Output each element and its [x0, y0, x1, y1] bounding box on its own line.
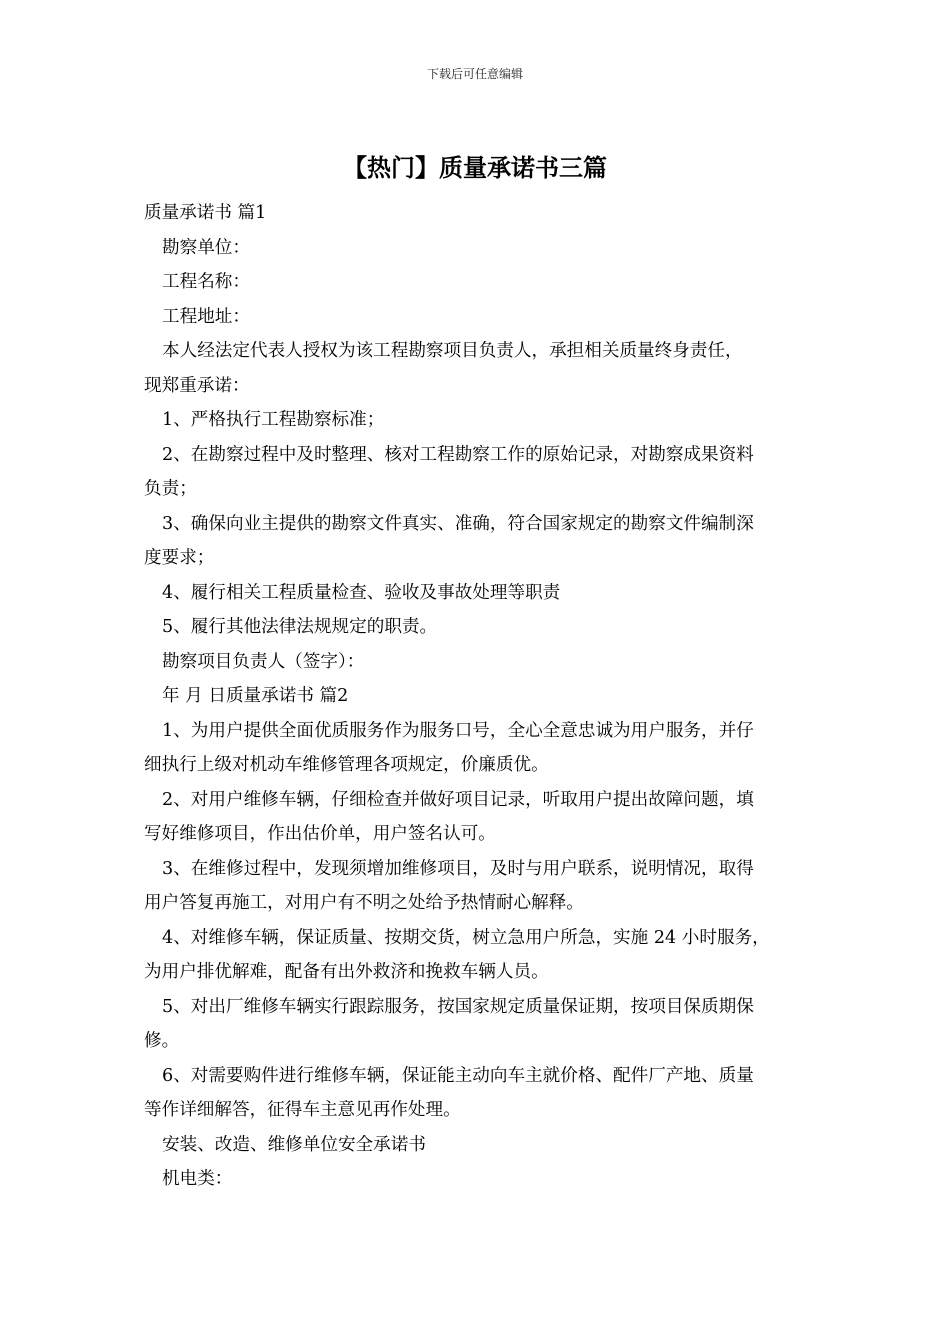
list-item: 1、严格执行工程勘察标准；	[162, 410, 385, 430]
paragraph-line: 本人经法定代表人授权为该工程勘察项目负责人，承担相关质量终身责任，	[162, 341, 743, 361]
list-item: 5、对出厂维修车辆实行跟踪服务，按国家规定质量保证期，按项目保质期保	[162, 996, 754, 1017]
list-item: 1、为用户提供全面优质服务作为服务口号，全心全意忠诚为用户服务，并仔	[162, 720, 754, 741]
list-item: 4、对维修车辆，保证质量、按期交货，树立急用户所急，实施 24 小时服务，	[162, 927, 770, 948]
list-item: 2、对用户维修车辆，仔细检查并做好项目记录，听取用户提出故障问题，填	[162, 789, 754, 810]
document-body	[144, 196, 820, 1197]
subsection-label: 机电类：	[162, 1169, 233, 1189]
list-item: 6、对需要购件进行维修车辆，保证能主动向车主就价格、配件厂产地、质量	[162, 1065, 754, 1086]
list-item: 5、履行其他法律法规规定的职责。	[162, 617, 438, 637]
list-item: 3、在维修过程中，发现须增加维修项目，及时与用户联系，说明情况，取得	[162, 858, 754, 879]
field-label: 工程名称：	[162, 272, 250, 292]
list-item-continuation: 等作详细解答，征得车主意见再作处理。	[144, 1100, 461, 1120]
list-item-continuation: 细执行上级对机动车维修管理各项规定，价廉质优。	[144, 755, 549, 775]
date-and-section-heading: 年 月 日质量承诺书 篇2	[162, 686, 349, 706]
section-heading: 安装、改造、维修单位安全承诺书	[162, 1134, 426, 1155]
paragraph-line: 现郑重承诺：	[144, 375, 250, 396]
list-item-continuation: 度要求；	[144, 548, 215, 568]
field-label: 工程地址：	[162, 306, 250, 327]
document-title: 【热门】质量承诺书三篇	[343, 153, 607, 182]
field-label: 勘察单位：	[162, 237, 250, 258]
section-heading: 质量承诺书 篇1	[144, 203, 267, 223]
list-item: 4、履行相关工程质量检查、验收及事故处理等职责	[162, 582, 561, 603]
list-item-continuation: 负责；	[144, 479, 197, 499]
signature-line: 勘察项目负责人（签字）：	[162, 651, 365, 672]
page-header-note: 下载后可任意编辑	[426, 67, 523, 81]
list-item-continuation: 用户答复再施工，对用户有不明之处给予热情耐心解释。	[144, 893, 584, 913]
list-item-continuation: 为用户排优解难，配备有出外救济和挽救车辆人员。	[144, 962, 549, 982]
list-item-continuation: 修。	[144, 1031, 180, 1051]
list-item-continuation: 写好维修项目，作出估价单，用户签名认可。	[144, 824, 496, 844]
list-item: 2、在勘察过程中及时整理、核对工程勘察工作的原始记录，对勘察成果资料	[162, 444, 754, 465]
list-item: 3、确保向业主提供的勘察文件真实、准确，符合国家规定的勘察文件编制深	[162, 513, 754, 534]
